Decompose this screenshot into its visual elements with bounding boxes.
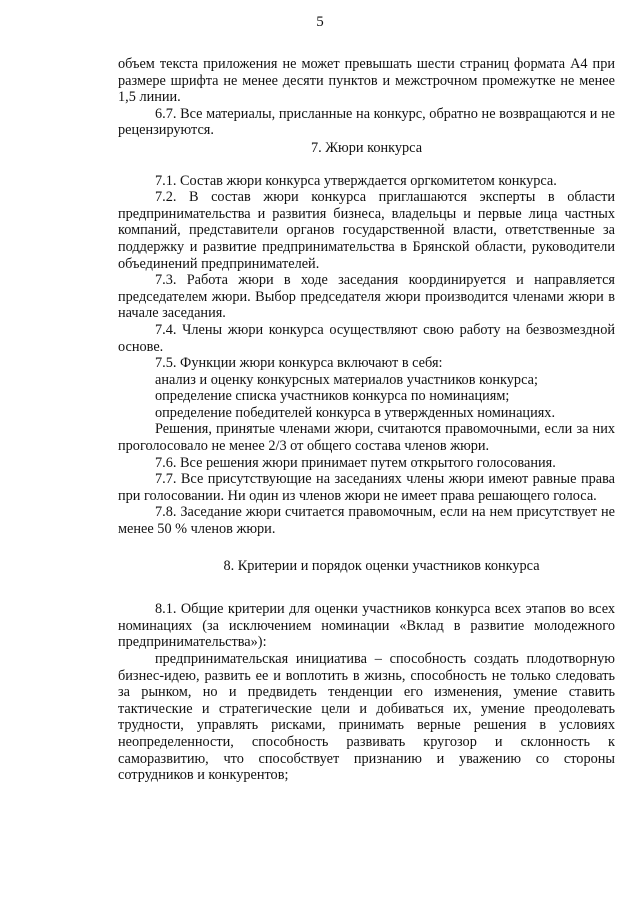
paragraph-7-7: 7.7. Все присутствующие на заседаниях члены жюри имеют равные права при голосовании. Ни один из членов жюри не имеет права решающего голоса.: [118, 471, 615, 504]
page-number: 5: [316, 14, 324, 30]
paragraph-7-3: 7.3. Работа жюри в ходе заседания координируется и направляется председателем жюри. Выбор председателя жюри производится членами жюри в начале заседания.: [118, 272, 615, 322]
paragraph-7-5: 7.5. Функции жюри конкурса включают в себя:: [155, 355, 443, 372]
paragraph-7-6: 7.6. Все решения жюри принимает путем открытого голосования.: [155, 454, 556, 471]
list-item-participants: определение списка участников конкурса по номинациям;: [155, 388, 510, 405]
paragraph-8-1: 8.1. Общие критерии для оценки участников конкурса всех этапов во всех номинациях (за исключением номинации «Вклад в развитие молодежного предпринимательства»):: [118, 601, 615, 651]
paragraph-continuation: объем текста приложения не может превышать шести страниц формата А4 при размере шрифта не менее десяти пунктов и межстрочном промежутке не менее 1,5 линии.: [118, 56, 615, 106]
list-item-analysis: анализ и оценку конкурсных материалов участников конкурса;: [155, 371, 538, 388]
paragraph-7-8: 7.8. Заседание жюри считается правомочным, если на нем присутствует не менее 50 % членов жюри.: [118, 504, 615, 538]
paragraph-7-1: 7.1. Состав жюри конкурса утверждается оргкомитетом конкурса.: [155, 172, 557, 189]
paragraph-decisions: Решения, принятые членами жюри, считаются правомочными, если за них проголосовало не менее 2/3 от общего состава членов жюри.: [118, 421, 615, 455]
paragraph-7-4: 7.4. Члены жюри конкурса осуществляют свою работу на безвозмездной основе.: [118, 321, 615, 355]
paragraph-6-7: 6.7. Все материалы, присланные на конкурс, обратно не возвращаются и не рецензируются.: [118, 105, 615, 139]
document-body: [118, 56, 615, 784]
paragraph-initiative: предпринимательская инициатива – способность создать плодотворную бизнес-идею, развить ее и воплотить в жизнь, способность не только следовать за рынком, но и предвидеть тенденции его изменения, умение ставить тактические и стратегические цели и добиваться их, умение преодолевать трудности, управлять рисками, принимать верные решения в условиях неопределенности, способность развивать кругозор и склонность к саморазвитию, что способствует признанию и уважению со стороны сотрудников и конкурентов;: [118, 651, 615, 784]
list-item-winners: определение победителей конкурса в утвержденных номинациях.: [155, 404, 556, 421]
section-heading-7: 7. Жюри конкурса: [310, 139, 423, 156]
section-heading-8: 8. Критерии и порядок оценки участников конкурса: [223, 557, 540, 574]
paragraph-7-2: 7.2. В состав жюри конкурса приглашаются эксперты в области предпринимательства и развития бизнеса, владельцы и первые лица частных компаний, представители органов государственной власти, ответственные за поддержку и развитие предпринимательства в Брянской области, руководители объединений предпринимателей.: [118, 189, 615, 272]
